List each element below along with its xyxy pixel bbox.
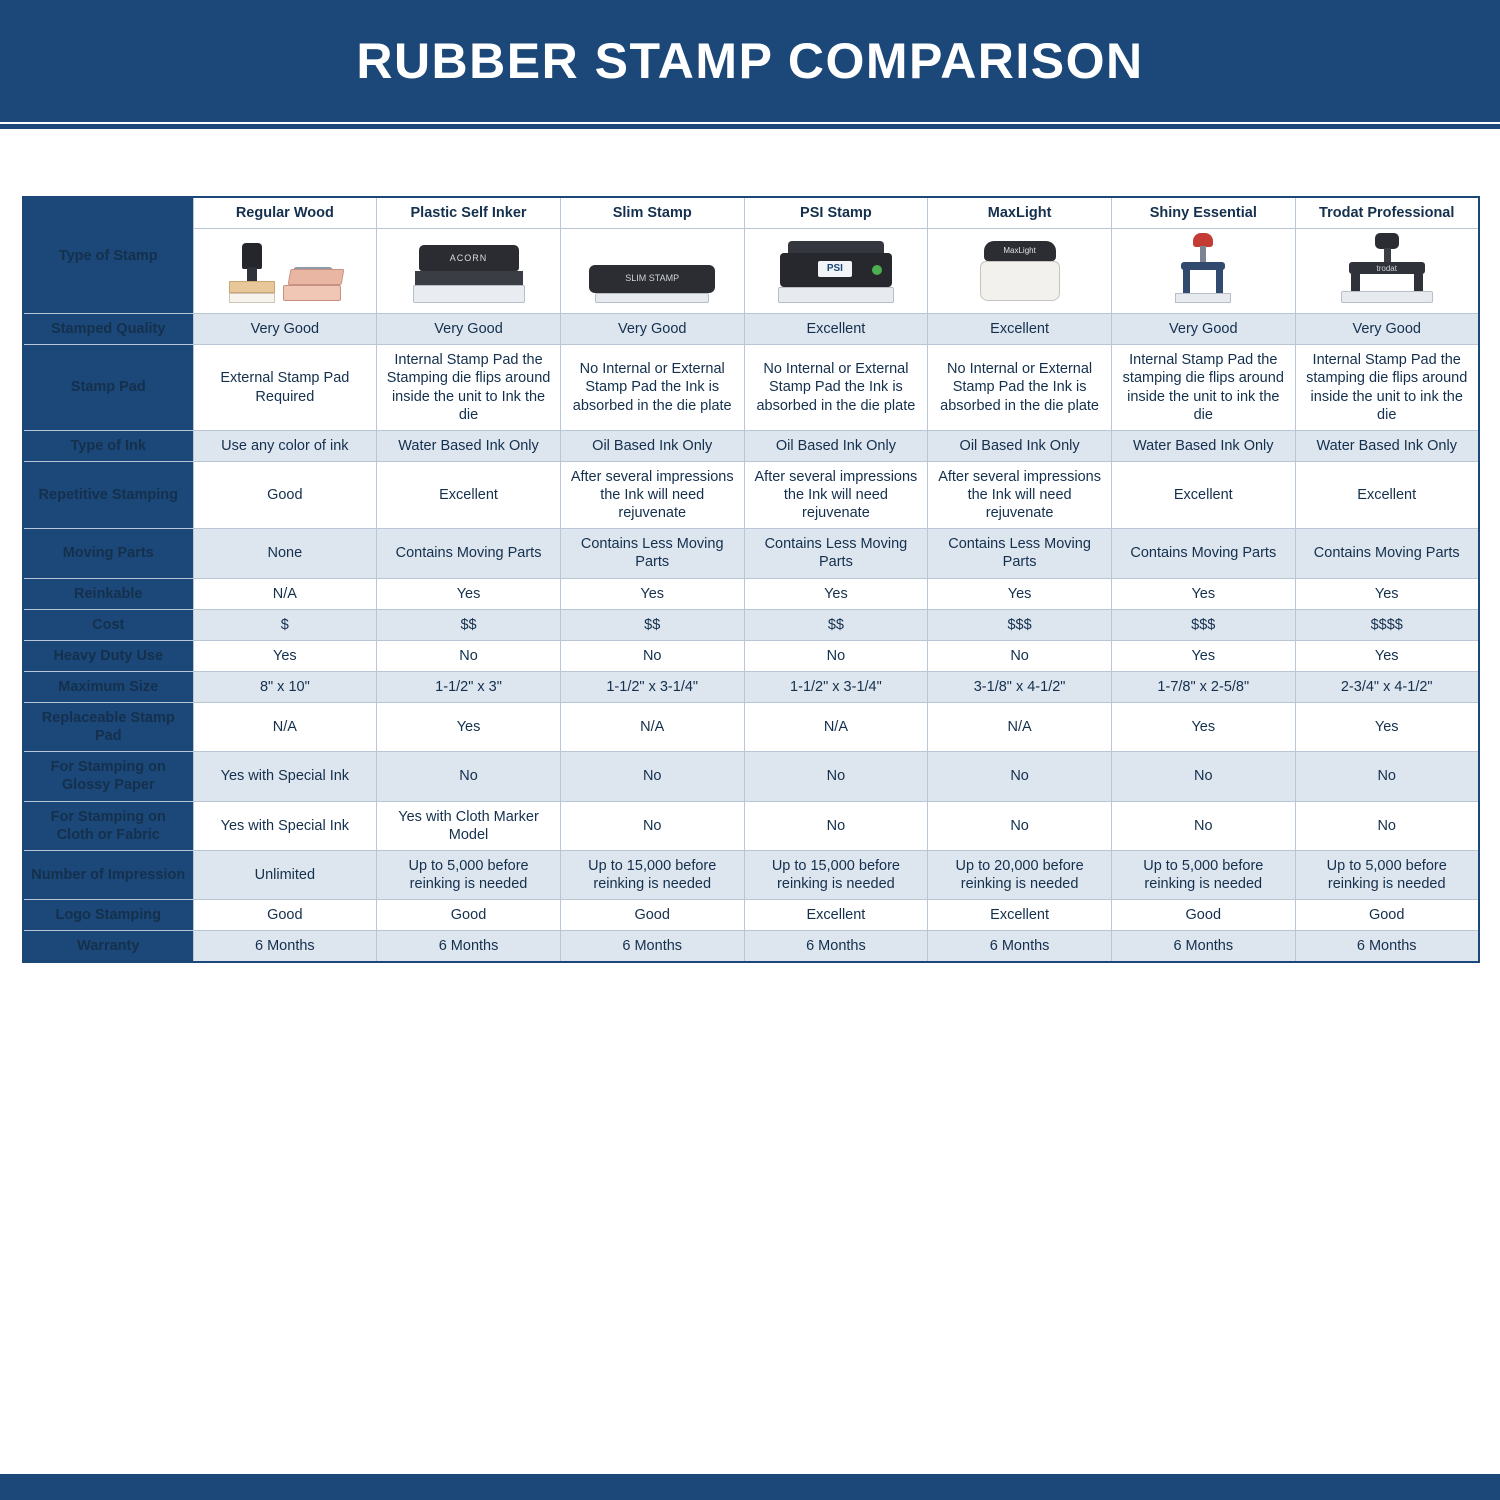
table-cell: Yes xyxy=(1295,703,1479,752)
table-cell: N/A xyxy=(560,703,744,752)
column-header-trodat-professional: Trodat Professional xyxy=(1295,197,1479,229)
table-cell: Yes with Cloth Marker Model xyxy=(377,801,561,850)
table-cell: N/A xyxy=(193,578,377,609)
table-cell: 8" x 10" xyxy=(193,671,377,702)
page-title: RUBBER STAMP COMPARISON xyxy=(356,33,1144,89)
table-cell: Contains Moving Parts xyxy=(1295,529,1479,578)
table-cell: No Internal or External Stamp Pad the Ink is absorbed in the die plate xyxy=(560,345,744,431)
table-cell: 3-1/8" x 4-1/2" xyxy=(928,671,1112,702)
table-cell: $$$ xyxy=(1111,609,1295,640)
row-label: Replaceable Stamp Pad xyxy=(23,703,193,752)
row-label: For Stamping on Cloth or Fabric xyxy=(23,801,193,850)
table-cell: No xyxy=(560,752,744,801)
table-cell: No xyxy=(744,801,928,850)
column-header-maxlight: MaxLight xyxy=(928,197,1112,229)
table-cell: No xyxy=(1295,801,1479,850)
row-label: Cost xyxy=(23,609,193,640)
page-footer xyxy=(0,1474,1500,1500)
row-label: Type of Ink xyxy=(23,430,193,461)
product-image-row xyxy=(23,229,1479,314)
table-cell: Excellent xyxy=(377,461,561,528)
shiny-essential-stamp-icon xyxy=(1169,233,1237,307)
slim-stamp-icon xyxy=(589,261,715,307)
table-cell: Good xyxy=(560,900,744,931)
table-cell: Internal Stamp Pad the stamping die flips around inside the unit to ink the die xyxy=(1111,345,1295,431)
table-cell: N/A xyxy=(193,703,377,752)
table-cell: No Internal or External Stamp Pad the Ink is absorbed in the die plate xyxy=(928,345,1112,431)
table-cell: No xyxy=(1295,752,1479,801)
table-cell: 6 Months xyxy=(744,931,928,963)
product-image-maxlight xyxy=(928,229,1112,314)
table-cell: Very Good xyxy=(377,314,561,345)
row-label: Logo Stamping xyxy=(23,900,193,931)
table-cell: Water Based Ink Only xyxy=(1295,430,1479,461)
self-inker-brand-label: ACORN xyxy=(449,253,488,264)
row-label: Number of Impression xyxy=(23,850,193,899)
row-label: For Stamping on Glossy Paper xyxy=(23,752,193,801)
table-cell: Water Based Ink Only xyxy=(1111,430,1295,461)
table-cell: Oil Based Ink Only xyxy=(928,430,1112,461)
table-row xyxy=(23,752,1479,801)
table-cell: Yes xyxy=(377,703,561,752)
table-cell: Yes xyxy=(193,640,377,671)
table-cell: Excellent xyxy=(744,314,928,345)
table-cell: Good xyxy=(1295,900,1479,931)
table-cell: Yes xyxy=(1295,640,1479,671)
column-header-plastic-self-inker: Plastic Self Inker xyxy=(377,197,561,229)
product-image-shiny-essential xyxy=(1111,229,1295,314)
table-cell: No xyxy=(377,752,561,801)
table-cell: Excellent xyxy=(1111,461,1295,528)
table-cell: Excellent xyxy=(1295,461,1479,528)
table-header-row xyxy=(23,197,1479,229)
table-cell: N/A xyxy=(744,703,928,752)
column-header-psi-stamp: PSI Stamp xyxy=(744,197,928,229)
table-cell: No xyxy=(1111,752,1295,801)
table-row xyxy=(23,640,1479,671)
table-cell: Good xyxy=(1111,900,1295,931)
table-cell: Yes xyxy=(1111,640,1295,671)
table-cell: Very Good xyxy=(560,314,744,345)
table-cell: Up to 5,000 before reinking is needed xyxy=(1295,850,1479,899)
table-cell: No xyxy=(1111,801,1295,850)
row-label: Stamped Quality xyxy=(23,314,193,345)
table-cell: $$$$ xyxy=(1295,609,1479,640)
maxlight-brand-label: MaxLight xyxy=(1003,246,1036,256)
slim-brand-label: SLIM STAMP xyxy=(625,273,680,284)
table-row xyxy=(23,703,1479,752)
table-cell: No xyxy=(928,640,1112,671)
table-cell: Yes xyxy=(744,578,928,609)
table-cell: Yes xyxy=(1295,578,1479,609)
page-header xyxy=(0,0,1500,122)
table-cell: Up to 15,000 before reinking is needed xyxy=(560,850,744,899)
table-cell: 6 Months xyxy=(928,931,1112,963)
table-cell: No xyxy=(560,801,744,850)
table-cell: No xyxy=(377,640,561,671)
table-row xyxy=(23,671,1479,702)
table-cell: Up to 20,000 before reinking is needed xyxy=(928,850,1112,899)
table-cell: No xyxy=(928,752,1112,801)
table-row xyxy=(23,345,1479,431)
row-label: Reinkable xyxy=(23,578,193,609)
table-cell: Up to 5,000 before reinking is needed xyxy=(377,850,561,899)
table-cell: 1-1/2" x 3-1/4" xyxy=(744,671,928,702)
table-row xyxy=(23,529,1479,578)
table-cell: 6 Months xyxy=(560,931,744,963)
table-row xyxy=(23,461,1479,528)
table-cell: 1-1/2" x 3-1/4" xyxy=(560,671,744,702)
row-label: Maximum Size xyxy=(23,671,193,702)
trodat-brand-label: trodat xyxy=(1376,264,1397,274)
maxlight-stamp-icon xyxy=(972,241,1068,307)
plastic-self-inker-icon xyxy=(413,245,525,307)
ink-pad-icon xyxy=(283,267,345,307)
table-cell: No xyxy=(744,640,928,671)
table-row xyxy=(23,900,1479,931)
table-cell: Contains Less Moving Parts xyxy=(744,529,928,578)
table-cell: 6 Months xyxy=(1111,931,1295,963)
table-cell: After several impressions the Ink will need rejuvenate xyxy=(928,461,1112,528)
table-cell: $$ xyxy=(560,609,744,640)
table-cell: Yes xyxy=(928,578,1112,609)
trodat-professional-stamp-icon xyxy=(1339,233,1435,307)
table-row xyxy=(23,430,1479,461)
table-cell: Yes xyxy=(560,578,744,609)
row-label: Warranty xyxy=(23,931,193,963)
table-cell: Very Good xyxy=(1111,314,1295,345)
table-cell: $$$ xyxy=(928,609,1112,640)
row-label: Moving Parts xyxy=(23,529,193,578)
table-cell: Up to 5,000 before reinking is needed xyxy=(1111,850,1295,899)
table-cell: Oil Based Ink Only xyxy=(560,430,744,461)
table-cell: $$ xyxy=(744,609,928,640)
table-cell: Good xyxy=(193,461,377,528)
table-cell: Unlimited xyxy=(193,850,377,899)
column-header-slim-stamp: Slim Stamp xyxy=(560,197,744,229)
table-cell: Excellent xyxy=(928,900,1112,931)
table-cell: None xyxy=(193,529,377,578)
table-cell: 6 Months xyxy=(1295,931,1479,963)
table-cell: 2-3/4" x 4-1/2" xyxy=(1295,671,1479,702)
product-image-trodat-professional xyxy=(1295,229,1479,314)
table-cell: Use any color of ink xyxy=(193,430,377,461)
header-divider xyxy=(0,124,1500,129)
table-cell: External Stamp Pad Required xyxy=(193,345,377,431)
table-cell: 6 Months xyxy=(377,931,561,963)
table-cell: Contains Moving Parts xyxy=(377,529,561,578)
table-row xyxy=(23,314,1479,345)
table-cell: Very Good xyxy=(1295,314,1479,345)
row-label: Repetitive Stamping xyxy=(23,461,193,528)
table-cell: Oil Based Ink Only xyxy=(744,430,928,461)
table-cell: Yes with Special Ink xyxy=(193,801,377,850)
psi-brand-label: PSI xyxy=(818,261,852,277)
table-cell: Water Based Ink Only xyxy=(377,430,561,461)
table-cell: Excellent xyxy=(744,900,928,931)
table-cell: $$ xyxy=(377,609,561,640)
product-image-regular-wood xyxy=(193,229,377,314)
table-cell: Very Good xyxy=(193,314,377,345)
table-row xyxy=(23,931,1479,963)
table-cell: 6 Months xyxy=(193,931,377,963)
table-cell: After several impressions the Ink will need rejuvenate xyxy=(560,461,744,528)
table-cell: No xyxy=(928,801,1112,850)
table-cell: 1-1/2" x 3" xyxy=(377,671,561,702)
comparison-table xyxy=(22,196,1480,963)
comparison-table-wrapper xyxy=(22,196,1478,963)
product-image-plastic-self-inker xyxy=(377,229,561,314)
product-image-slim-stamp xyxy=(560,229,744,314)
table-cell: After several impressions the Ink will need rejuvenate xyxy=(744,461,928,528)
table-cell: Excellent xyxy=(928,314,1112,345)
table-row xyxy=(23,609,1479,640)
table-cell: No xyxy=(560,640,744,671)
table-cell: Up to 15,000 before reinking is needed xyxy=(744,850,928,899)
psi-stamp-icon xyxy=(778,241,894,307)
corner-label: Type of Stamp xyxy=(23,197,193,314)
table-row xyxy=(23,801,1479,850)
wood-stamp-icon xyxy=(225,243,279,307)
table-cell: Yes xyxy=(377,578,561,609)
table-cell: Contains Less Moving Parts xyxy=(928,529,1112,578)
row-label: Stamp Pad xyxy=(23,345,193,431)
table-row xyxy=(23,850,1479,899)
table-cell: $ xyxy=(193,609,377,640)
product-image-psi-stamp xyxy=(744,229,928,314)
table-cell: No Internal or External Stamp Pad the Ink is absorbed in the die plate xyxy=(744,345,928,431)
table-cell: Good xyxy=(377,900,561,931)
table-cell: Good xyxy=(193,900,377,931)
table-cell: Internal Stamp Pad the Stamping die flips around inside the unit to Ink the die xyxy=(377,345,561,431)
table-cell: N/A xyxy=(928,703,1112,752)
column-header-shiny-essential: Shiny Essential xyxy=(1111,197,1295,229)
table-cell: Yes with Special Ink xyxy=(193,752,377,801)
table-row xyxy=(23,578,1479,609)
table-cell: Contains Less Moving Parts xyxy=(560,529,744,578)
table-cell: Contains Moving Parts xyxy=(1111,529,1295,578)
table-cell: Internal Stamp Pad the stamping die flips around inside the unit to ink the die xyxy=(1295,345,1479,431)
table-cell: 1-7/8" x 2-5/8" xyxy=(1111,671,1295,702)
table-cell: Yes xyxy=(1111,703,1295,752)
table-cell: Yes xyxy=(1111,578,1295,609)
column-header-regular-wood: Regular Wood xyxy=(193,197,377,229)
row-label: Heavy Duty Use xyxy=(23,640,193,671)
table-cell: No xyxy=(744,752,928,801)
